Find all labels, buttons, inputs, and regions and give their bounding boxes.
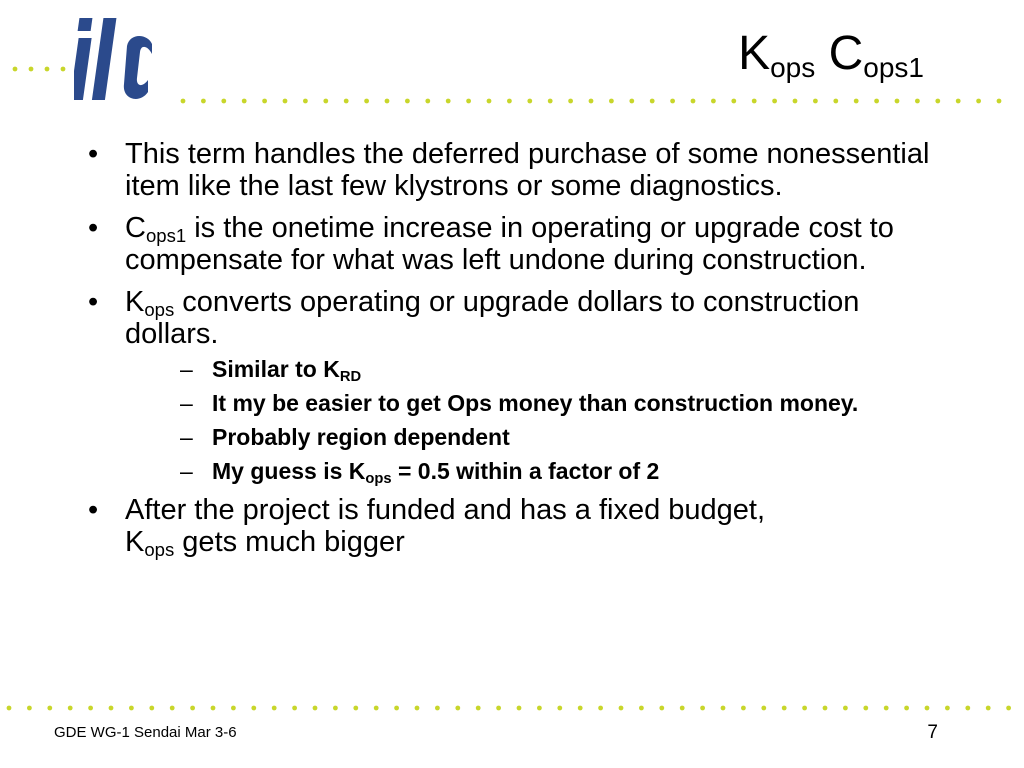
decorative-dot xyxy=(476,706,481,711)
decorative-dot xyxy=(833,99,838,104)
decorative-dot xyxy=(884,706,889,711)
decorative-dot xyxy=(313,706,318,711)
decorative-dot xyxy=(680,706,685,711)
decorative-dot xyxy=(272,706,277,711)
decorative-dot xyxy=(793,99,798,104)
bullet-item: • This term handles the deferred purchase of some nonessential item like the last few klystrons or some diagnostics. xyxy=(84,138,944,202)
decorative-dot xyxy=(986,706,991,711)
decorative-dot xyxy=(466,99,471,104)
decorative-dot xyxy=(446,99,451,104)
decorative-dot xyxy=(323,99,328,104)
decorative-dot xyxy=(425,99,430,104)
sub-bullet-list xyxy=(125,356,944,488)
decorative-dot xyxy=(201,99,206,104)
decorative-dot xyxy=(670,99,675,104)
page-number: 7 xyxy=(927,722,938,743)
decorative-dot xyxy=(405,99,410,104)
ilc-logo-icon xyxy=(74,14,154,104)
decorative-dot xyxy=(904,706,909,711)
decorative-dot xyxy=(242,99,247,104)
sub-bullet-item: – It my be easier to get Ops money than construction money. xyxy=(125,390,944,416)
decorative-dot xyxy=(353,706,358,711)
decorative-dot xyxy=(609,99,614,104)
decorative-dot xyxy=(415,706,420,711)
sub-bullet-item: – Probably region dependent xyxy=(125,424,944,450)
decorative-dot xyxy=(997,99,1002,104)
bullet-item: • $C_{ops1}$ is the onetime increase in operating or upgrade cost to compensate for what was left undone during construction. xyxy=(84,212,944,276)
decorative-dot xyxy=(619,706,624,711)
decorative-dot xyxy=(589,99,594,104)
decorative-dot xyxy=(965,706,970,711)
decorative-dot xyxy=(568,99,573,104)
decorative-dot xyxy=(221,99,226,104)
sub-bullet-item: – Similar to $K_{RD}$ xyxy=(125,356,944,382)
decorative-dot xyxy=(956,99,961,104)
decorative-dots-bottom xyxy=(6,705,1016,711)
decorative-dot xyxy=(88,706,93,711)
decorative-dot xyxy=(752,99,757,104)
decorative-dot xyxy=(487,99,492,104)
decorative-dot xyxy=(292,706,297,711)
decorative-dot xyxy=(629,99,634,104)
decorative-dot xyxy=(27,706,32,711)
decorative-dot xyxy=(557,706,562,711)
decorative-dots-left xyxy=(12,66,74,72)
decorative-dot xyxy=(283,99,288,104)
decorative-dot xyxy=(945,706,950,711)
decorative-dot xyxy=(385,99,390,104)
decorative-dot xyxy=(170,706,175,711)
decorative-dot xyxy=(863,706,868,711)
decorative-dot xyxy=(149,706,154,711)
decorative-dot xyxy=(731,99,736,104)
decorative-dot xyxy=(895,99,900,104)
decorative-dot xyxy=(854,99,859,104)
decorative-dot xyxy=(598,706,603,711)
decorative-dot xyxy=(527,99,532,104)
decorative-dot xyxy=(364,99,369,104)
decorative-dot xyxy=(823,706,828,711)
sub-bullet-item: – My guess is $K_{ops} = 0.5$ within a factor of 2 xyxy=(125,458,944,484)
decorative-dot xyxy=(721,706,726,711)
decorative-dot xyxy=(129,706,134,711)
decorative-dot xyxy=(782,706,787,711)
decorative-dot xyxy=(303,99,308,104)
decorative-dot xyxy=(455,706,460,711)
slide-title: $K_{ops}$ $C_{ops1}$ xyxy=(738,27,924,83)
decorative-dot xyxy=(639,706,644,711)
decorative-dot xyxy=(548,99,553,104)
decorative-dot xyxy=(517,706,522,711)
bullet-item: • After the project is funded and has a fixed budget, $K_{ops}$ gets much bigger xyxy=(84,494,944,558)
decorative-dot xyxy=(435,706,440,711)
decorative-dot xyxy=(578,706,583,711)
bullet-item: • $K_{ops}$ converts operating or upgrade dollars to construction dollars. – Similar to $K_{RD}$ – It my be easier to get Ops money than construction money. – Probably region dependent – My guess is $K_{ops} = 0.5$ within a factor of 2 xyxy=(84,286,944,484)
decorative-dots-top xyxy=(180,98,1010,104)
decorative-dot xyxy=(772,99,777,104)
decorative-dot xyxy=(691,99,696,104)
decorative-dot xyxy=(231,706,236,711)
decorative-dot xyxy=(650,99,655,104)
decorative-dot xyxy=(496,706,501,711)
decorative-dot xyxy=(211,706,216,711)
decorative-dot xyxy=(394,706,399,711)
decorative-dot xyxy=(507,99,512,104)
decorative-dot xyxy=(915,99,920,104)
decorative-dot xyxy=(262,99,267,104)
decorative-dot xyxy=(190,706,195,711)
decorative-dot xyxy=(659,706,664,711)
bullet-list xyxy=(84,138,944,568)
decorative-dot xyxy=(813,99,818,104)
decorative-dot xyxy=(925,706,930,711)
decorative-dot xyxy=(537,706,542,711)
decorative-dot xyxy=(47,706,52,711)
decorative-dot xyxy=(344,99,349,104)
footer-text: GDE WG-1 Sendai Mar 3-6 xyxy=(54,724,237,741)
decorative-dot xyxy=(374,706,379,711)
decorative-dot xyxy=(251,706,256,711)
decorative-dot xyxy=(109,706,114,711)
decorative-dot xyxy=(843,706,848,711)
decorative-dot xyxy=(761,706,766,711)
decorative-dot xyxy=(181,99,186,104)
decorative-dot xyxy=(1006,706,1011,711)
decorative-dot xyxy=(7,706,12,711)
decorative-dot xyxy=(711,99,716,104)
decorative-dot xyxy=(68,706,73,711)
decorative-dot xyxy=(700,706,705,711)
decorative-dot xyxy=(741,706,746,711)
decorative-dot xyxy=(874,99,879,104)
decorative-dot xyxy=(976,99,981,104)
decorative-dot xyxy=(333,706,338,711)
decorative-dot xyxy=(935,99,940,104)
decorative-dot xyxy=(802,706,807,711)
